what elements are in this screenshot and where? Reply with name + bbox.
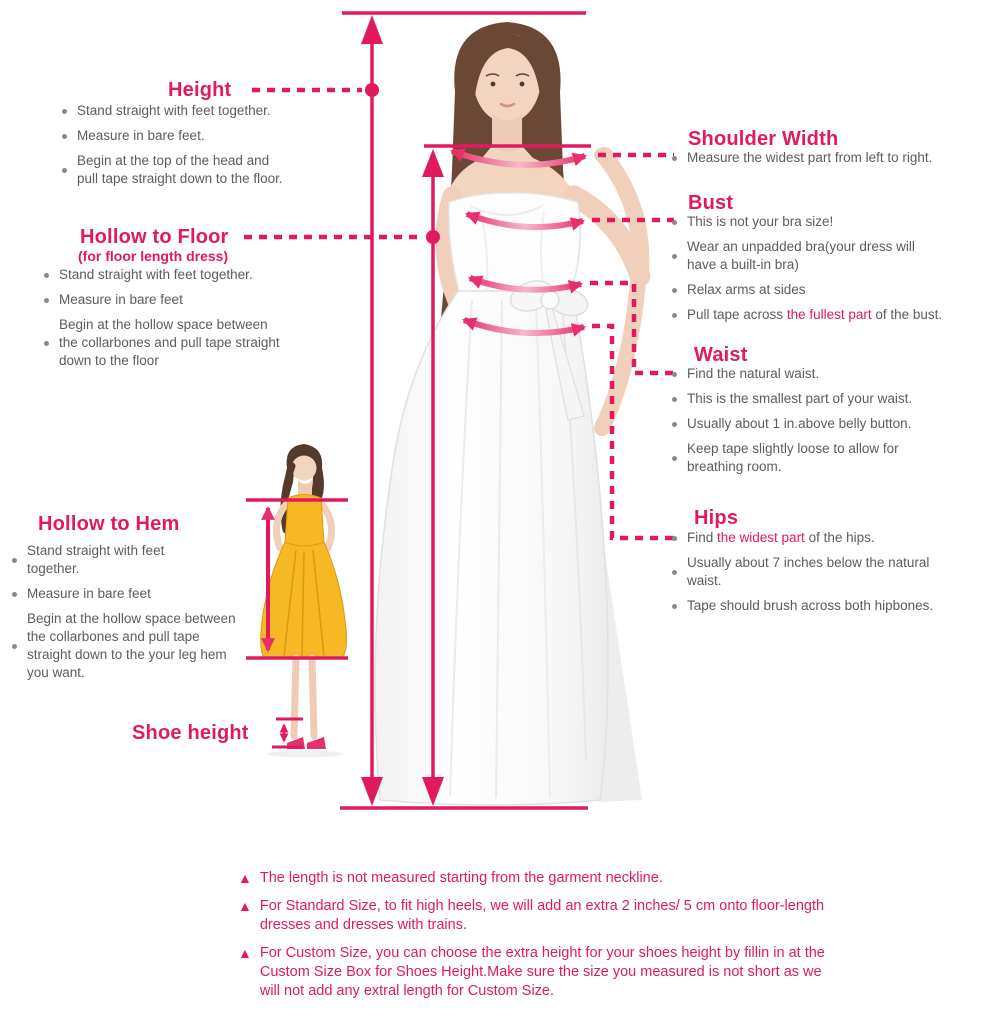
bullet-dot: [62, 134, 67, 139]
shoe-height-title: Shoe height: [132, 722, 249, 744]
hips-bullets: [672, 529, 1000, 615]
bullet-dot: [12, 644, 17, 649]
bullet-dot: [672, 220, 677, 225]
shoe-height-bracket: [272, 719, 303, 747]
bullet-dot: [672, 536, 677, 541]
bullet-dot: [12, 558, 17, 563]
waist-arrow: [470, 278, 581, 290]
bullet-item: Measure the widest part from left to right.: [672, 149, 992, 167]
hollow-to-hem-bullets: [12, 542, 262, 682]
hollow-to-hem-title: Hollow to Hem: [38, 513, 180, 535]
bullet-item: Find the widest part of the hips.: [672, 529, 1000, 547]
bullet-item: Measure in bare feet.: [62, 127, 352, 145]
hips-title: Hips: [694, 507, 739, 529]
bullet-item: Stand straight with feet together.: [12, 542, 262, 578]
bullet-dot: [672, 422, 677, 427]
bullet-dot: [44, 273, 49, 278]
bullet-dot: [672, 397, 677, 402]
main-model-illustration: [375, 22, 642, 805]
bullet-dot: [44, 298, 49, 303]
bullet-dot: [62, 168, 67, 173]
bullet-item: Wear an unpadded bra(your dress will have a built-in bra): [672, 238, 992, 274]
bullet-item: Begin at the hollow space between the collarbones and pull tape straight down to the your leg hem you want.: [12, 610, 262, 682]
bullet-item: Measure in bare feet: [44, 291, 334, 309]
height-title: Height: [168, 79, 232, 101]
bullet-item: Usually about 7 inches below the natural waist.: [672, 554, 1000, 590]
bullet-dot: [44, 341, 49, 346]
waist-connector-dash: [590, 283, 676, 373]
bullet-dot: [672, 156, 677, 161]
bullet-item: Measure in bare feet: [12, 585, 262, 603]
bullet-dot: [672, 372, 677, 377]
height-bullets: [62, 102, 352, 188]
shoulder-width-title: Shoulder Width: [688, 128, 839, 150]
warning-triangle-icon: ▲: [238, 898, 252, 914]
bullet-item: Stand straight with feet together.: [44, 266, 334, 284]
hips-connector-dash: [592, 326, 676, 538]
small-model-illustration: [261, 444, 347, 758]
bullet-dot: [672, 604, 677, 609]
bullet-item: Usually about 1 in.above belly button.: [672, 415, 992, 433]
highlighted-phrase: the widest part: [717, 530, 805, 545]
bullet-item: Relax arms at sides: [672, 281, 992, 299]
hollow-to-floor-title: Hollow to Floor: [80, 226, 229, 248]
note-item: ▲ For Standard Size, to fit high heels, we will add an extra 2 inches/ 5 cm onto floor-length dresses and dresses with trains.: [238, 898, 825, 933]
highlighted-phrase: the fullest part: [786, 307, 872, 322]
bullet-item: This is the smallest part of your waist.: [672, 390, 992, 408]
waist-bullets: [672, 365, 992, 476]
notes-section: [238, 869, 848, 1001]
bullet-item: Tape should brush across both hipbones.: [672, 597, 1000, 615]
bullet-item: Find the natural waist.: [672, 365, 992, 383]
note-item: ▲ The length is not measured starting from the garment neckline.: [238, 870, 663, 886]
bullet-item: Pull tape across the fullest part of the bust.: [672, 306, 992, 324]
bullet-item: Stand straight with feet together.: [62, 102, 352, 120]
shoulder-width-arrow: [452, 151, 585, 165]
bullet-item: This is not your bra size!: [672, 213, 992, 231]
bullet-dot: [672, 456, 677, 461]
bullet-item: Begin at the top of the head and pull tape straight down to the floor.: [62, 152, 352, 188]
bullet-dot: [672, 288, 677, 293]
bullet-dot: [62, 109, 67, 114]
shoulder-width-bullets: [672, 149, 992, 167]
waist-title: Waist: [694, 344, 748, 366]
bullet-dot: [672, 570, 677, 575]
bust-bullets: [672, 213, 992, 324]
hollow-to-floor-subtitle: (for floor length dress): [78, 248, 229, 264]
hollow-to-floor-bullets: [44, 266, 334, 370]
note-item: ▲ For Custom Size, you can choose the extra height for your shoes height by fillin in at the Custom Size Box for Shoes Height.Make sure the size you measured is not short as we will not add any extral length for Custom Size.: [238, 945, 825, 999]
bullet-item: Begin at the hollow space between the collarbones and pull tape straight down to the floor: [44, 316, 334, 370]
bust-title: Bust: [688, 192, 734, 214]
hips-arrow: [464, 320, 584, 333]
warning-triangle-icon: ▲: [238, 945, 252, 961]
bullet-dot: [672, 254, 677, 259]
bullet-dot: [12, 592, 17, 597]
warning-triangle-icon: ▲: [238, 870, 252, 886]
bust-arrow: [467, 214, 583, 227]
bullet-item: Keep tape slightly loose to allow for breathing room.: [672, 440, 992, 476]
bullet-dot: [672, 313, 677, 318]
